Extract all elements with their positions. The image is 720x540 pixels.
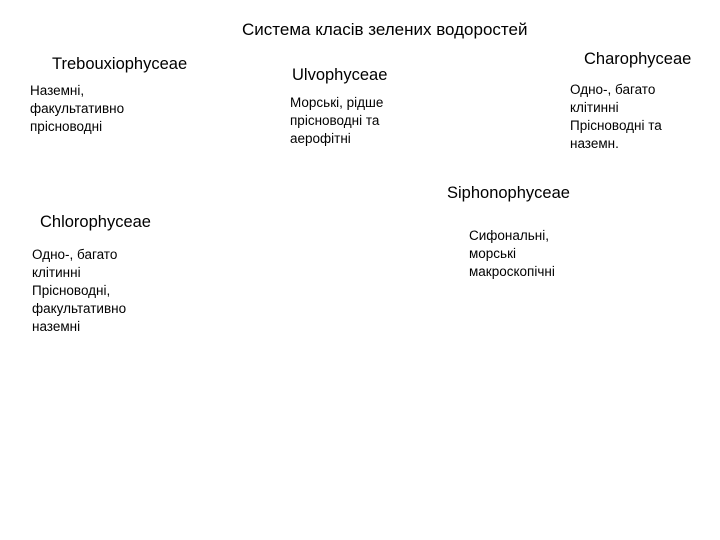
class-description: Одно-, багато клітинні Прісноводні, факультативно наземні bbox=[32, 247, 127, 334]
class-description: Сифональні, морські макроскопічні bbox=[469, 228, 555, 279]
class-name: Siphonophyceae bbox=[447, 184, 570, 202]
page-title: Система класів зелених водоростей bbox=[242, 20, 528, 39]
class-description: Наземні, факультативно прісноводні bbox=[30, 83, 125, 134]
class-name: Ulvophyceae bbox=[292, 66, 388, 84]
class-name: Chlorophyceae bbox=[40, 213, 151, 231]
class-name: Trebouxiophyceae bbox=[52, 55, 188, 73]
class-description: Одно-, багато клітинні Прісноводні та наземн. bbox=[570, 82, 662, 151]
class-name: Charophyceae bbox=[584, 50, 692, 68]
class-description: Морські, рідше прісноводні та аерофітні bbox=[290, 95, 384, 146]
